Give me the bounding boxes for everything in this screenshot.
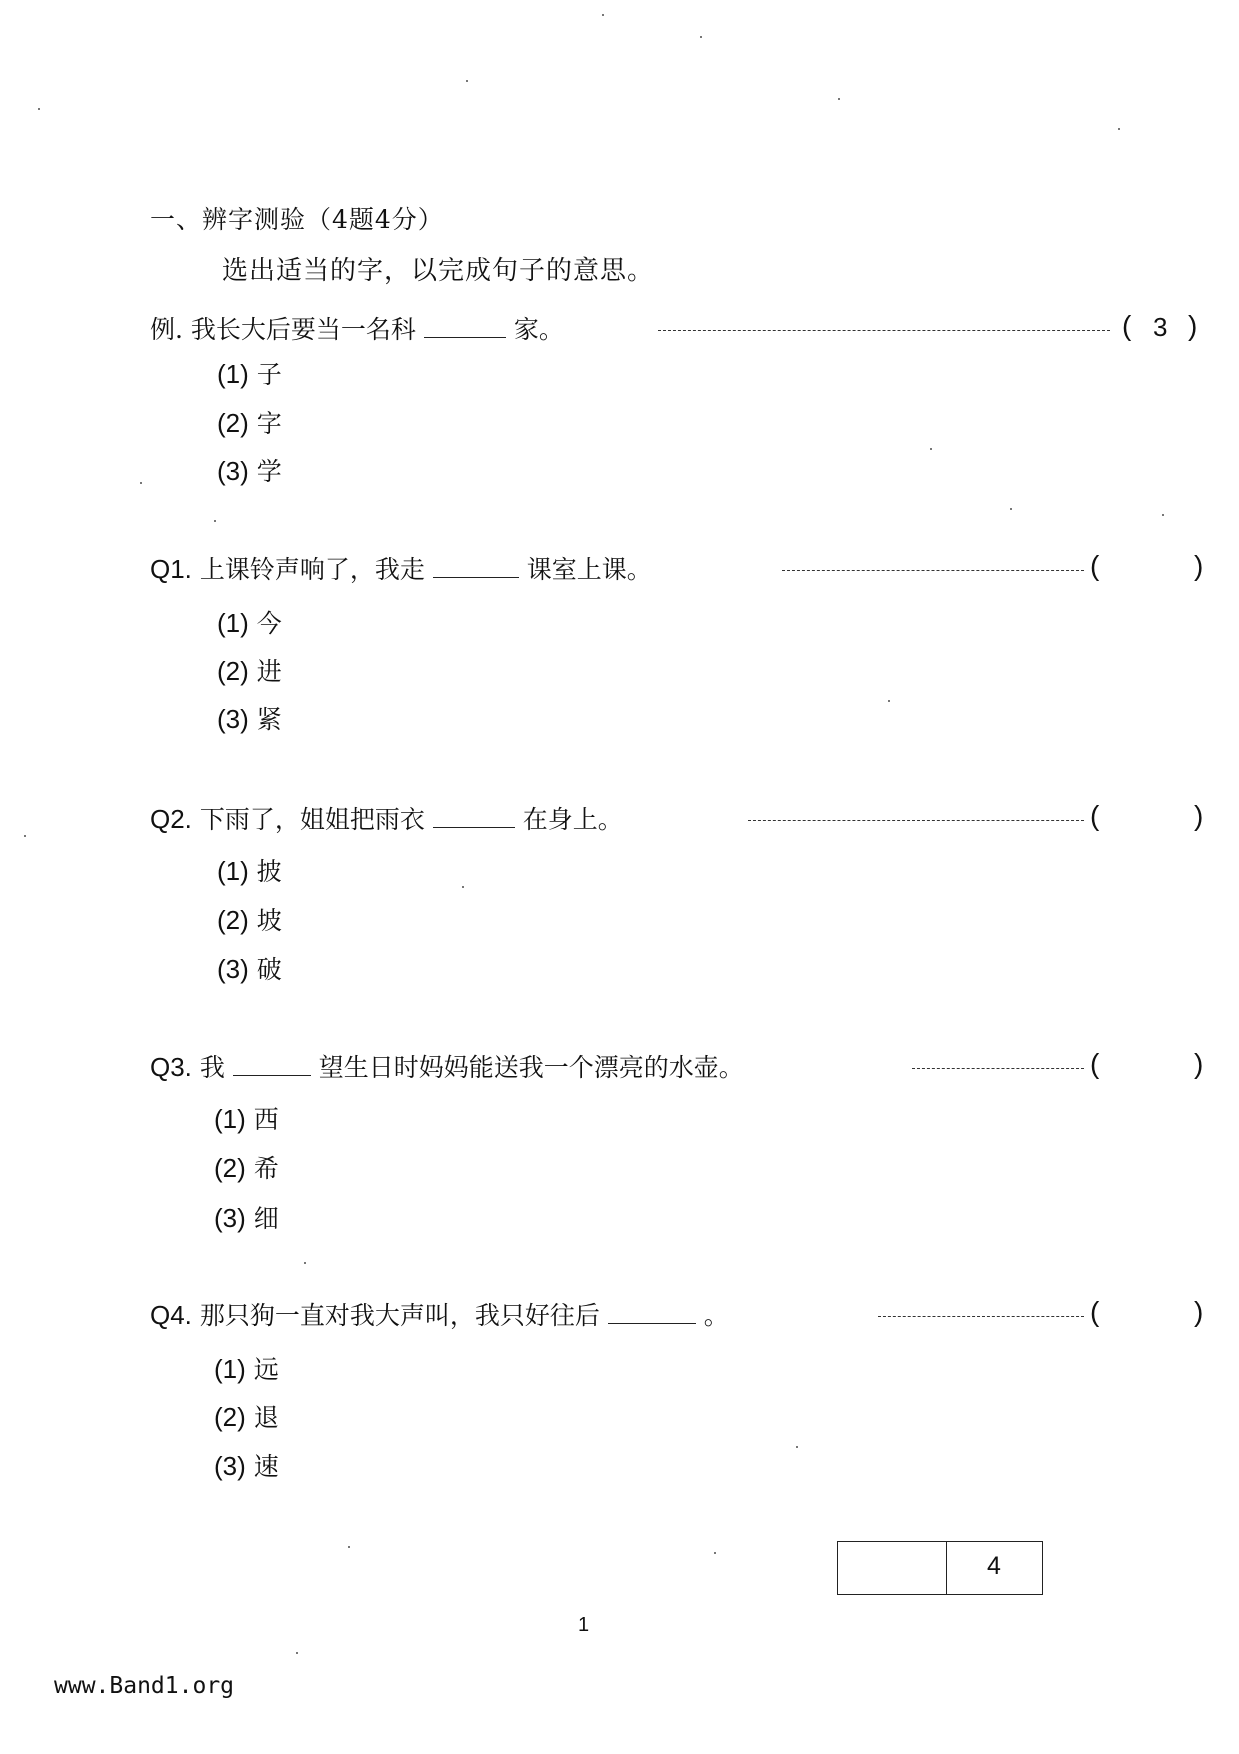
question-2 [150, 800, 1204, 840]
dotted-leader [912, 1068, 1084, 1069]
option-number: (1) [214, 1354, 246, 1384]
option-number: (2) [214, 1402, 246, 1432]
scan-speck [348, 1546, 350, 1548]
option-item [217, 452, 282, 488]
answer-blank[interactable] [433, 555, 519, 578]
option-item [217, 950, 282, 986]
paren-close: ) [1188, 310, 1198, 341]
question-label: 例. [150, 315, 183, 344]
option-item [214, 1350, 279, 1386]
paren-close: ) [1194, 1048, 1204, 1079]
dotted-leader [782, 570, 1084, 571]
question-text-before: 我 [199, 1053, 225, 1082]
question-text-before: 下雨了，姐姐把雨衣 [199, 805, 425, 834]
option-item [217, 901, 282, 937]
option-number: (3) [217, 954, 249, 984]
option-number: (2) [217, 656, 249, 686]
option-number: (3) [214, 1203, 246, 1233]
answer-blank[interactable] [233, 1053, 311, 1076]
instruction-text: 选出适当的字，以完成句子的意思。 [222, 256, 655, 286]
option-number: (2) [217, 408, 249, 438]
option-number: (3) [217, 704, 249, 734]
option-item [214, 1199, 279, 1235]
option-item [217, 852, 282, 888]
option-item [217, 652, 282, 688]
scan-speck [466, 80, 468, 82]
scan-speck [214, 520, 216, 522]
option-char: 退 [253, 1403, 279, 1432]
option-number: (1) [217, 608, 249, 638]
option-char: 子 [256, 360, 282, 389]
scan-speck [24, 835, 26, 837]
paren-close: ) [1194, 800, 1204, 831]
scan-speck [602, 14, 604, 16]
question-text-after: 家。 [513, 315, 564, 344]
option-number: (2) [217, 905, 249, 935]
option-number: (2) [214, 1153, 246, 1183]
question-label: Q1. [150, 554, 192, 584]
question-3 [150, 1048, 1204, 1088]
option-item [214, 1447, 279, 1483]
option-char: 坡 [256, 906, 282, 935]
option-number: (3) [214, 1451, 246, 1481]
question-label: Q4. [150, 1300, 192, 1330]
option-char: 希 [253, 1154, 279, 1183]
answer-blank[interactable] [433, 805, 515, 828]
option-item [214, 1149, 279, 1185]
option-char: 破 [256, 955, 282, 984]
page-number: 1 [578, 1614, 590, 1636]
scan-speck [140, 482, 142, 484]
option-char: 紧 [256, 705, 282, 734]
paren-open: ( [1122, 310, 1132, 341]
question-text-after: 在身上。 [522, 805, 623, 834]
question-label: Q3. [150, 1052, 192, 1082]
scan-speck [714, 1552, 716, 1554]
question-example [150, 310, 1198, 350]
paren-open: ( [1090, 1048, 1100, 1079]
option-char: 远 [253, 1355, 279, 1384]
dotted-leader [878, 1316, 1084, 1317]
option-char: 细 [253, 1204, 279, 1233]
option-char: 今 [256, 609, 282, 638]
option-item [214, 1100, 279, 1136]
scan-speck [296, 1652, 298, 1654]
question-text-before: 我长大后要当一名科 [190, 315, 416, 344]
option-char: 进 [256, 657, 282, 686]
option-item [217, 700, 282, 736]
section-title: 一、辨字测验（4题4分） [150, 205, 444, 234]
question-1 [150, 550, 1204, 590]
option-number: (1) [217, 856, 249, 886]
scan-speck [796, 1446, 798, 1448]
question-label: Q2. [150, 804, 192, 834]
option-item [217, 355, 282, 391]
paren-open: ( [1090, 1296, 1100, 1327]
option-char: 披 [256, 857, 282, 886]
question-4 [150, 1296, 1204, 1336]
scan-speck [1162, 514, 1164, 516]
score-input-cell[interactable] [838, 1542, 946, 1594]
option-number: (3) [217, 456, 249, 486]
score-total: 4 [987, 1552, 1001, 1580]
option-char: 西 [253, 1105, 279, 1134]
scan-speck [304, 1262, 306, 1264]
paren-open: ( [1090, 550, 1100, 581]
paren-open: ( [1090, 800, 1100, 831]
question-text-before: 上课铃声响了，我走 [199, 555, 425, 584]
question-text-after: 。 [703, 1301, 729, 1330]
scan-speck [38, 108, 40, 110]
question-text-before: 那只狗一直对我大声叫，我只好往后 [199, 1301, 600, 1330]
footer-website: www.Band1.org [54, 1673, 235, 1699]
question-text-after: 望生日时妈妈能送我一个漂亮的水壶。 [318, 1053, 744, 1082]
scan-speck [930, 448, 932, 450]
scan-speck [462, 886, 464, 888]
option-item [214, 1398, 279, 1434]
option-number: (1) [214, 1104, 246, 1134]
scan-speck [700, 36, 702, 38]
answer-value: 3 [1153, 312, 1168, 342]
answer-blank[interactable] [608, 1301, 696, 1324]
dotted-leader [658, 330, 1110, 331]
option-char: 速 [253, 1452, 279, 1481]
option-char: 学 [256, 457, 282, 486]
paren-close: ) [1194, 550, 1204, 581]
option-number: (1) [217, 359, 249, 389]
option-item [217, 404, 282, 440]
option-char: 字 [256, 409, 282, 438]
scan-speck [838, 98, 840, 100]
paren-close: ) [1194, 1296, 1204, 1327]
option-item [217, 604, 282, 640]
answer-blank[interactable] [424, 315, 506, 338]
question-text-after: 课室上课。 [526, 555, 652, 584]
dotted-leader [748, 820, 1084, 821]
scan-speck [1118, 128, 1120, 130]
score-box [837, 1541, 1043, 1595]
scan-speck [888, 700, 890, 702]
scan-speck [1010, 508, 1012, 510]
